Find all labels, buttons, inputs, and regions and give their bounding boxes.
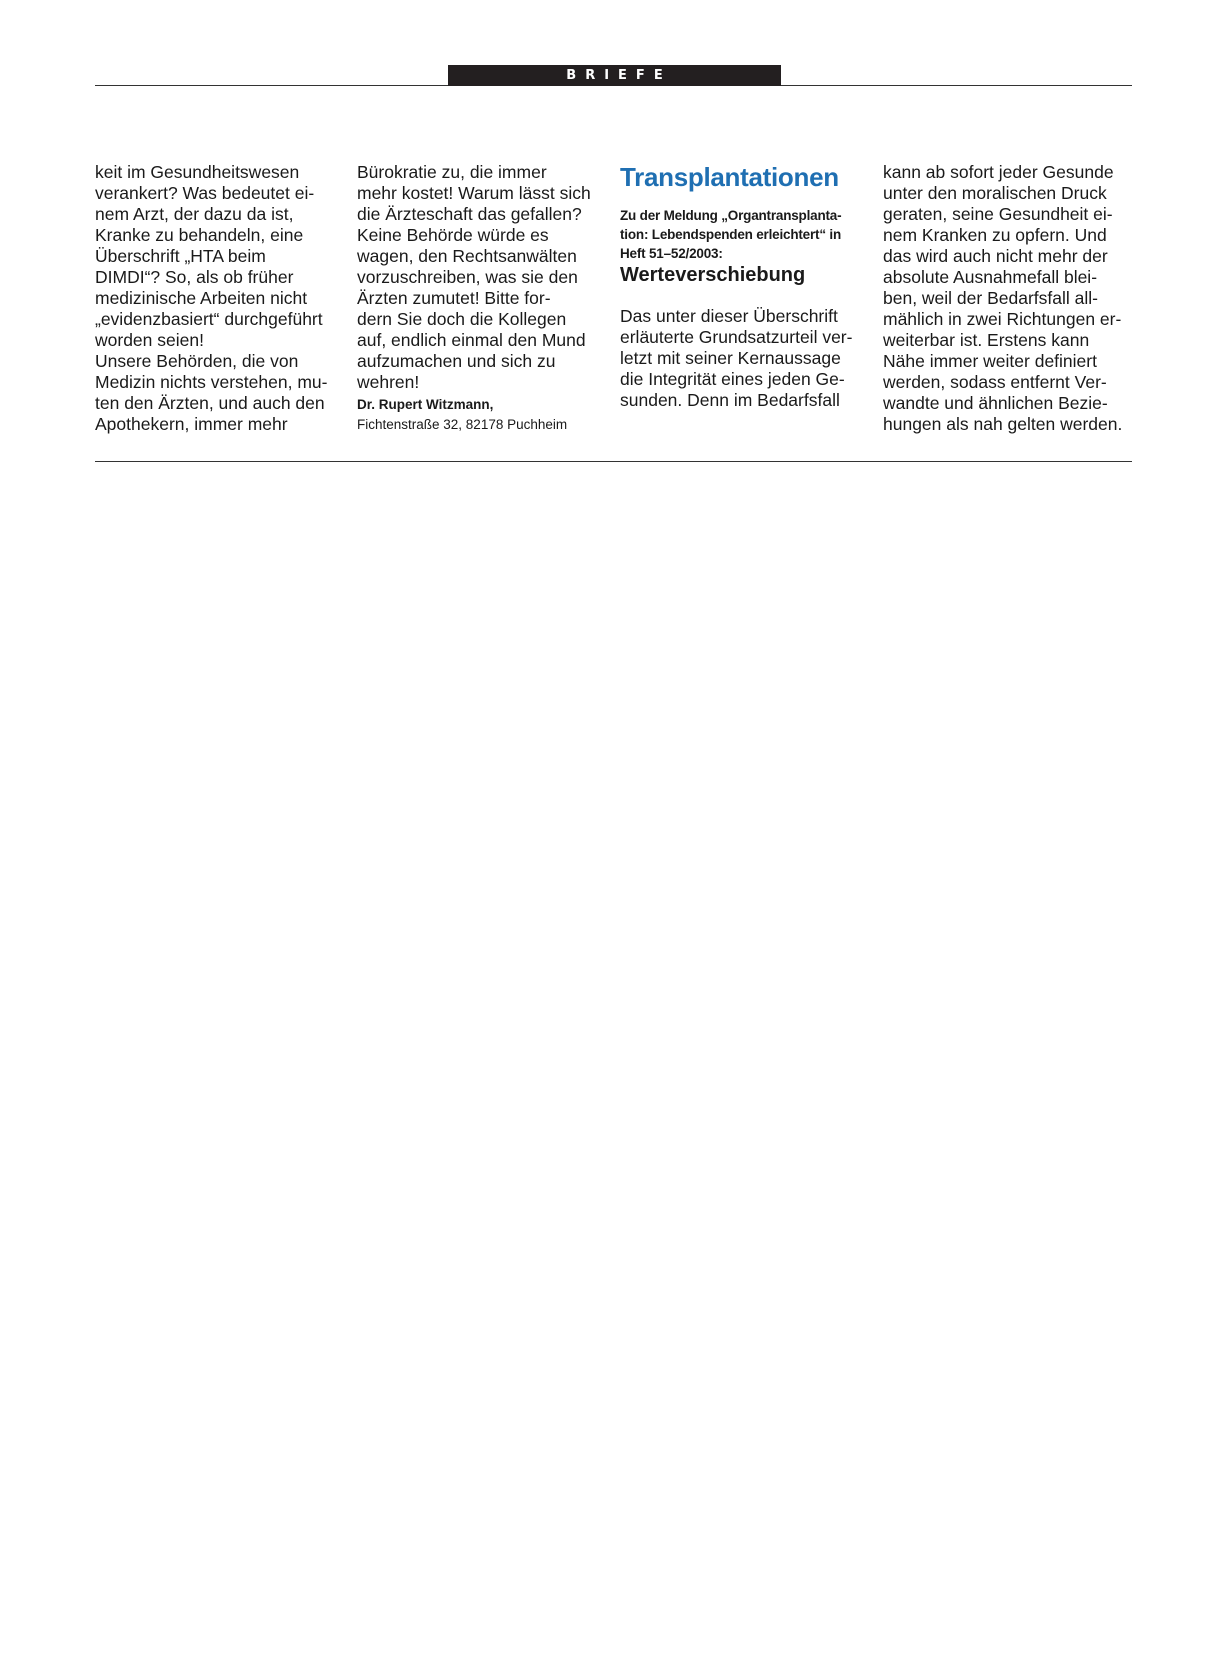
letter-text-continued <box>883 162 1135 435</box>
text-line: sunden. Denn im Bedarfsfall <box>620 390 840 410</box>
text-line: dern Sie doch die Kollegen <box>357 309 567 329</box>
bottom-rule <box>95 461 1132 462</box>
letter-text-continued <box>95 162 347 435</box>
text-line: vorzuschreiben, was sie den <box>357 267 578 287</box>
text-line: die Integrität eines jeden Ge- <box>620 369 845 389</box>
text-line: ben, weil der Bedarfsfall all- <box>883 288 1098 308</box>
text-line: nem Arzt, der dazu da ist, <box>95 204 294 224</box>
signature-name: Dr. Rupert Witzmann, <box>357 397 494 412</box>
text-line: geraten, seine Gesundheit ei- <box>883 204 1113 224</box>
letter-text-continued <box>357 162 609 393</box>
text-line: DIMDI“? So, als ob früher <box>95 267 294 287</box>
text-line: Kranke zu behandeln, eine <box>95 225 304 245</box>
signature-address: Fichtenstraße 32, 82178 Puchheim <box>357 417 568 432</box>
text-line: Bürokratie zu, die immer <box>357 162 547 182</box>
text-line: Apothekern, immer mehr <box>95 414 288 434</box>
column-2 <box>357 162 609 435</box>
text-line: weiterbar ist. Erstens kann <box>883 330 1090 350</box>
column-4 <box>883 162 1135 435</box>
text-line: hungen als nah gelten werden. <box>883 414 1123 434</box>
text-line: wagen, den Rechtsanwälten <box>357 246 577 266</box>
column-3 <box>620 162 872 411</box>
text-line: Nähe immer weiter definiert <box>883 351 1097 371</box>
text-line: werden, sodass entfernt Ver- <box>883 372 1107 392</box>
text-line: mählich in zwei Richtungen er- <box>883 309 1122 329</box>
text-line: nem Kranken zu opfern. Und <box>883 225 1107 245</box>
text-line: Medizin nichts verstehen, mu- <box>95 372 328 392</box>
text-line: worden seien! <box>95 330 204 350</box>
text-line: verankert? Was bedeutet ei- <box>95 183 315 203</box>
text-line: Keine Behörde würde es <box>357 225 549 245</box>
reference-note <box>620 206 872 263</box>
text-line: das wird auch nicht mehr der <box>883 246 1108 266</box>
text-line: Das unter dieser Überschrift <box>620 306 838 326</box>
text-line: kann ab sofort jeder Gesunde <box>883 162 1114 182</box>
text-line: wandte und ähnlichen Bezie- <box>883 393 1108 413</box>
text-line: aufzumachen und sich zu <box>357 351 556 371</box>
column-1 <box>95 162 347 435</box>
text-line: mehr kostet! Warum lässt sich <box>357 183 591 203</box>
reference-line: Zu der Meldung „Organtransplanta- <box>620 208 842 223</box>
text-line: Ärzten zumutet! Bitte for- <box>357 288 551 308</box>
section-label: BRIEFE <box>448 65 781 86</box>
reference-line: Heft 51–52/2003: <box>620 246 723 261</box>
reference-line: tion: Lebendspenden erleichtert“ in <box>620 227 842 242</box>
text-line: unter den moralischen Druck <box>883 183 1107 203</box>
text-line: absolute Ausnahmefall blei- <box>883 267 1098 287</box>
letter-text <box>620 306 872 411</box>
text-line: wehren! <box>357 372 420 392</box>
text-line: letzt mit seiner Kernaussage <box>620 348 841 368</box>
text-line: Unsere Behörden, die von <box>95 351 299 371</box>
letter-title: Werteverschiebung <box>620 264 806 286</box>
text-line: Überschrift „HTA beim <box>95 246 266 266</box>
text-line: erläuterte Grundsatzurteil ver- <box>620 327 853 347</box>
text-line: ten den Ärzten, und auch den <box>95 393 325 413</box>
text-line: keit im Gesundheitswesen <box>95 162 300 182</box>
text-line: auf, endlich einmal den Mund <box>357 330 586 350</box>
section-title: Transplantationen <box>620 162 839 192</box>
text-line: medizinische Arbeiten nicht <box>95 288 308 308</box>
text-line: die Ärzteschaft das gefallen? <box>357 204 582 224</box>
text-line: „evidenzbasiert“ durchgeführt <box>95 309 323 329</box>
